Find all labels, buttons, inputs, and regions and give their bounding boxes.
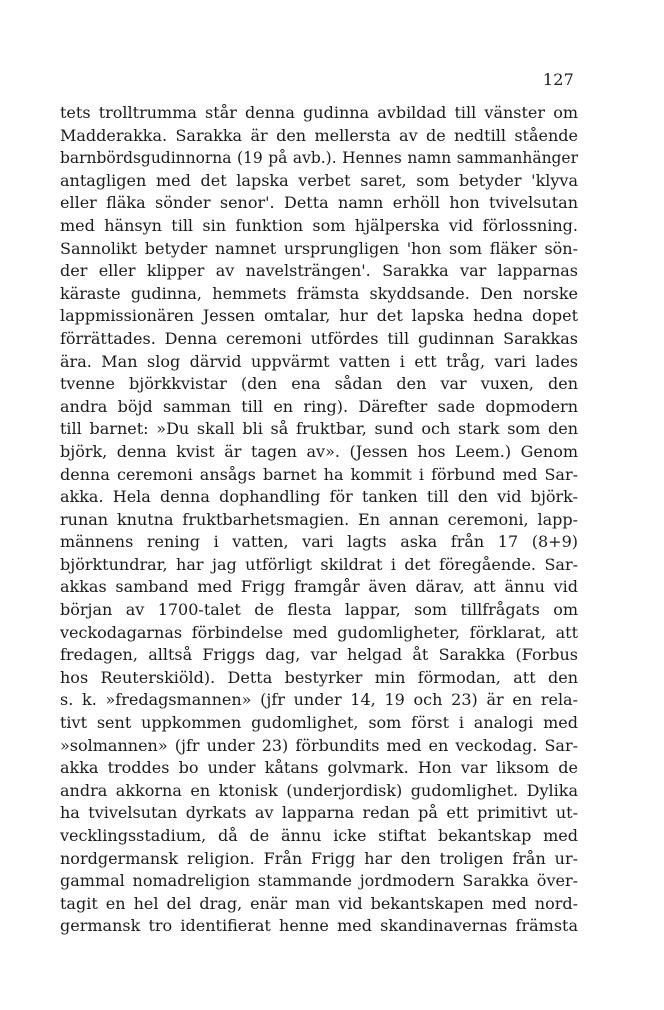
text-line: till barnet: »Du skall bli så fruktbar, sund och stark som den bbox=[60, 419, 578, 439]
text-line: s. k. »fredagsmannen» (jfr under 14, 19 och 23) är en rela- bbox=[60, 690, 578, 710]
text-line: nordgermansk religion. Från Frigg har den troligen från ur- bbox=[60, 848, 578, 868]
text-line: förrättades. Denna ceremoni utfördes till gudinnan Sarakkas bbox=[60, 328, 578, 348]
text-line: denna ceremoni ansågs barnet ha kommit i förbund med Sar- bbox=[60, 464, 578, 484]
body-text bbox=[60, 102, 578, 938]
text-line: akka. Hela denna dophandling för tanken till den vid björk- bbox=[60, 487, 578, 507]
text-line: tvenne björkkvistar (den ena sådan den var vuxen, den bbox=[60, 374, 578, 394]
text-line: eller fläka sönder senor'. Detta namn erhöll hon tvivelsutan bbox=[60, 193, 578, 213]
text-line: akka troddes bo under kåtans golvmark. Hon var liksom de bbox=[60, 758, 578, 778]
text-line: barnbördsgudinnorna (19 på avb.). Hennes namn sammanhänger bbox=[60, 149, 578, 168]
text-line: tets trolltrumma står denna gudinna avbildad till vänster om bbox=[60, 103, 578, 122]
text-line: gammal nomadreligion stammande jordmodern Sarakka över- bbox=[60, 871, 578, 891]
text-line: fredagen, alltså Friggs dag, var helgad åt Sarakka (Forbus bbox=[60, 645, 578, 665]
text-line: »solmannen» (jfr under 23) förbundits med en veckodag. Sar- bbox=[60, 735, 578, 755]
text-line: ha tvivelsutan dyrkats av lapparna redan på ett primitivt ut- bbox=[60, 803, 578, 823]
text-line: akkas samband med Frigg framgår även därav, att ännu vid bbox=[60, 577, 578, 597]
text-line: med hänsyn till sin funktion som hjälperska vid förlossning. bbox=[60, 215, 578, 235]
text-line: lappmissionären Jessen omtalar, hur det lapska hedna dopet bbox=[60, 306, 578, 326]
text-line: Madderakka. Sarakka är den mellersta av de nedtill stående bbox=[60, 125, 578, 145]
text-line: veckodagarnas förbindelse med gudomligheter, förklarat, att bbox=[60, 622, 578, 642]
text-line: runan knutna fruktbarhetsmagien. En annan ceremoni, lapp- bbox=[60, 509, 578, 529]
text-line: der eller klipper av navelsträngen'. Sarakka var lapparnas bbox=[60, 261, 578, 281]
page-number: 127 bbox=[542, 70, 574, 89]
text-line: antagligen med det lapska verbet saret, som betyder 'klyva bbox=[60, 170, 578, 190]
text-line: hos Reuterskiöld). Detta bestyrker min förmodan, att den bbox=[60, 667, 578, 687]
text-line: Sannolikt betyder namnet ursprungligen 'hon som fläker sön- bbox=[60, 238, 578, 258]
text-line: början av 1700-talet de flesta lappar, som tillfrågats om bbox=[60, 600, 578, 620]
text-line: käraste gudinna, hemmets främsta skyddsande. Den norske bbox=[60, 283, 578, 303]
text-line: germansk tro identifierat henne med skandinavernas främsta bbox=[60, 916, 578, 936]
text-line: männens rening i vatten, vari lagts aska från 17 (8+9) bbox=[60, 532, 578, 552]
text-line: björk, denna kvist är tagen av». (Jessen hos Leem.) Genom bbox=[60, 441, 578, 461]
text-line: ära. Man slog därvid uppvärmt vatten i ett tråg, vari lades bbox=[60, 351, 578, 371]
text-line: tagit en hel del drag, enär man vid bekantskapen med nord- bbox=[60, 893, 578, 913]
text-line: vecklingsstadium, då de ännu icke stiftat bekantskap med bbox=[60, 826, 578, 845]
text-line: björktundrar, har jag utförligt skildrat i det föregående. Sar- bbox=[60, 554, 578, 574]
text-line: tivt sent uppkommen gudomlighet, som först i analogi med bbox=[60, 713, 578, 733]
text-line: andra böjd samman till en ring). Därefter sade dopmodern bbox=[60, 396, 578, 416]
text-line: andra akkorna en ktonisk (underjordisk) gudomlighet. Dylika bbox=[60, 780, 578, 800]
